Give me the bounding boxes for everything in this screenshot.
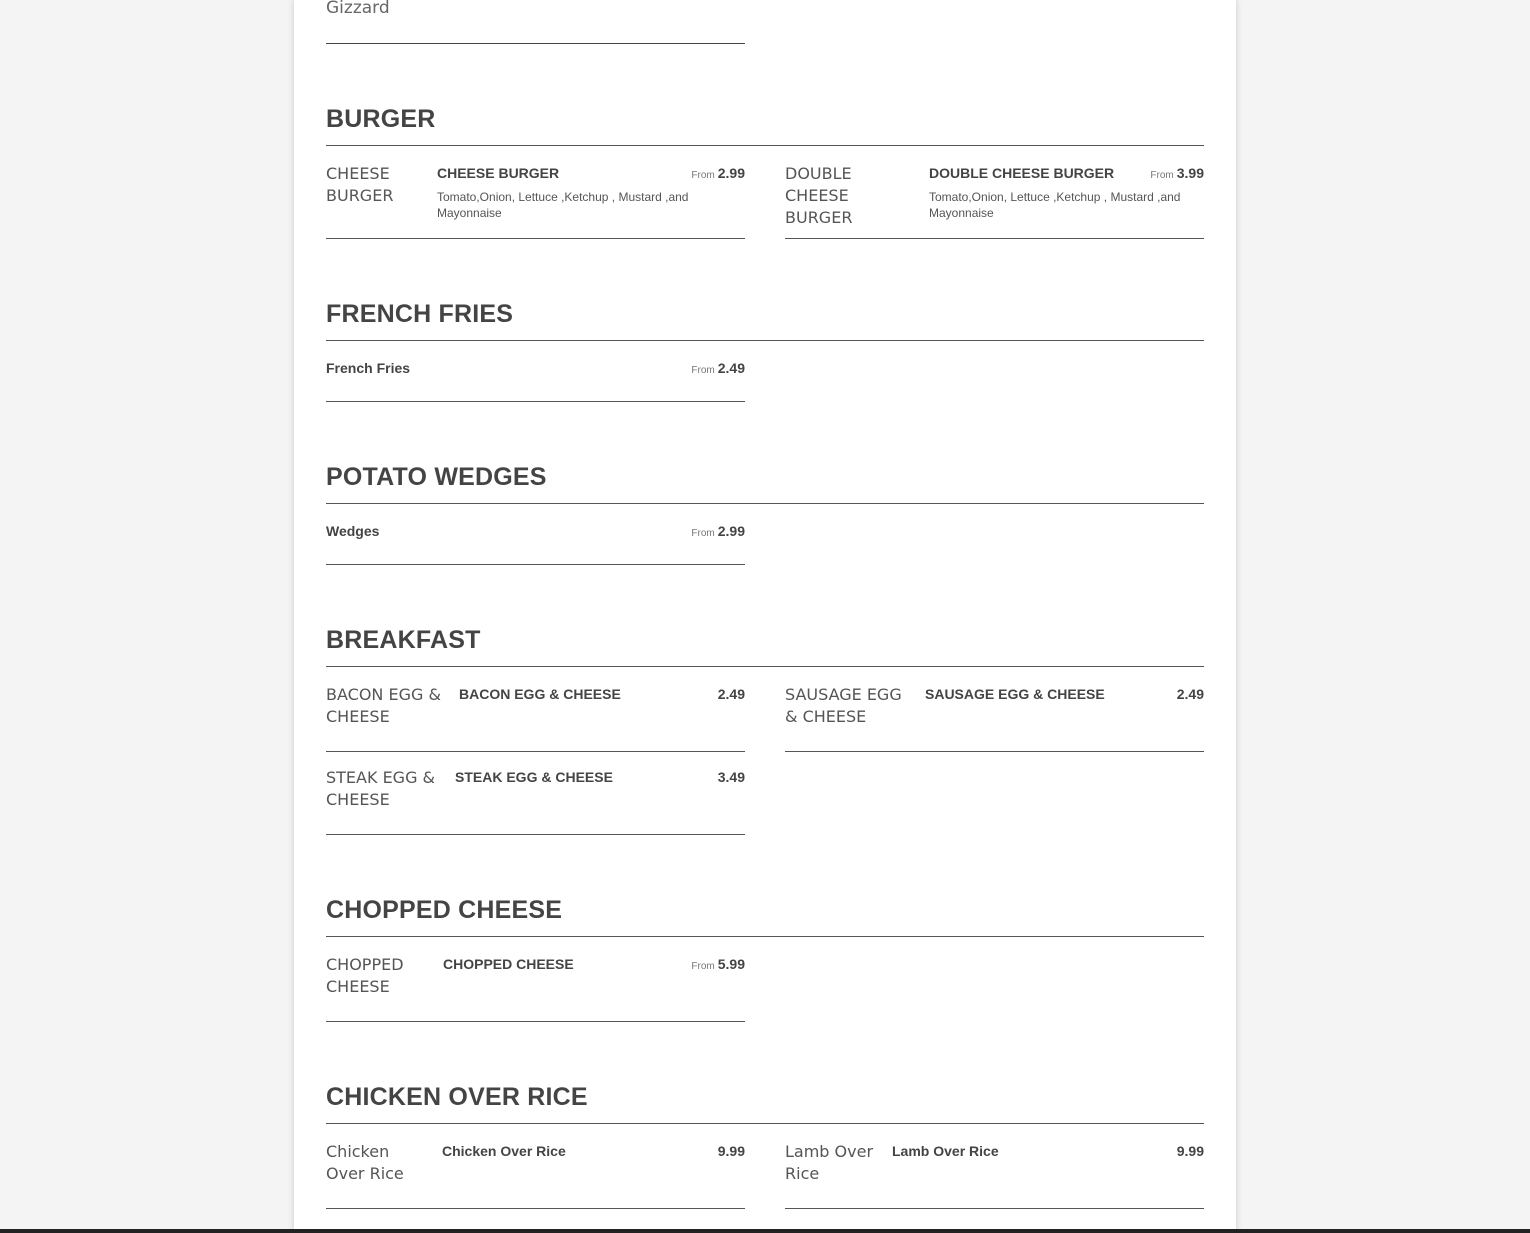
item-name: CHEESE BURGER bbox=[437, 165, 560, 181]
menu-item-bacon-egg-cheese[interactable] bbox=[326, 684, 745, 752]
price-from-label: From bbox=[691, 365, 715, 376]
price-value: 9.99 bbox=[717, 1143, 745, 1159]
item-image-placeholder: CHEESE BURGER bbox=[326, 164, 394, 205]
item-price bbox=[691, 165, 745, 181]
price-value: 2.99 bbox=[717, 523, 745, 539]
menu-content bbox=[326, 0, 1204, 1233]
item-image-placeholder: BACON EGG & CHEESE bbox=[326, 685, 441, 726]
price-from-label: From bbox=[691, 961, 715, 972]
item-price bbox=[691, 360, 745, 376]
item-image-placeholder: STEAK EGG & CHEESE bbox=[326, 768, 436, 809]
item-name: Wedges bbox=[326, 523, 380, 539]
section-title: BREAKFAST bbox=[326, 625, 1204, 667]
item-name: STEAK EGG & CHEESE bbox=[455, 769, 613, 785]
section-title: FRENCH FRIES bbox=[326, 299, 1204, 341]
bottom-bar bbox=[0, 1229, 1530, 1233]
price-value: 2.49 bbox=[1176, 686, 1204, 702]
menu-item-cheese-burger[interactable] bbox=[326, 163, 745, 239]
menu-item-partial[interactable] bbox=[326, 0, 745, 44]
price-value: 3.99 bbox=[1176, 165, 1204, 181]
menu-item-wedges[interactable] bbox=[326, 521, 745, 565]
price-from-label: From bbox=[1150, 170, 1174, 181]
item-price bbox=[691, 956, 745, 972]
price-value: 5.99 bbox=[717, 956, 745, 972]
menu-item-sausage-egg-cheese[interactable] bbox=[785, 684, 1204, 752]
item-image-placeholder: DOUBLE CHEESE BURGER bbox=[785, 164, 853, 227]
menu-item-chopped-cheese[interactable] bbox=[326, 954, 745, 1022]
item-price bbox=[718, 686, 745, 702]
item-image-placeholder: CHOPPED CHEESE bbox=[326, 955, 404, 996]
item-name: French Fries bbox=[326, 360, 411, 376]
price-value: 2.49 bbox=[717, 360, 745, 376]
item-price bbox=[718, 1143, 745, 1159]
item-price bbox=[718, 769, 745, 785]
item-price bbox=[1150, 165, 1204, 181]
section-title: POTATO WEDGES bbox=[326, 462, 1204, 504]
menu-item-steak-egg-cheese[interactable] bbox=[326, 767, 745, 835]
item-image-placeholder: Gizzard bbox=[326, 0, 390, 18]
item-image-placeholder: SAUSAGE EGG & CHEESE bbox=[785, 685, 902, 726]
item-name: BACON EGG & CHEESE bbox=[459, 686, 621, 702]
price-from-label: From bbox=[691, 170, 715, 181]
item-name: Chicken Over Rice bbox=[442, 1143, 566, 1159]
item-price bbox=[691, 523, 745, 539]
item-name: Lamb Over Rice bbox=[892, 1143, 999, 1159]
price-value: 3.49 bbox=[717, 769, 745, 785]
price-value: 2.99 bbox=[717, 165, 745, 181]
price-value: 9.99 bbox=[1176, 1143, 1204, 1159]
price-value: 2.49 bbox=[717, 686, 745, 702]
item-image-placeholder: Chicken Over Rice bbox=[326, 1142, 404, 1183]
menu-item-lamb-over-rice[interactable] bbox=[785, 1141, 1204, 1209]
item-description: Tomato,Onion, Lettuce ,Ketchup , Mustard ,and Mayonnaise bbox=[929, 190, 1181, 220]
menu-item-double-cheese-burger[interactable] bbox=[785, 163, 1204, 239]
menu-item-french-fries[interactable] bbox=[326, 358, 745, 402]
section-title: BURGER bbox=[326, 104, 1204, 146]
menu-item-chicken-over-rice[interactable] bbox=[326, 1141, 745, 1209]
item-price bbox=[1177, 1143, 1204, 1159]
price-from-label: From bbox=[691, 528, 715, 539]
item-description: Tomato,Onion, Lettuce ,Ketchup , Mustard ,and Mayonnaise bbox=[437, 190, 689, 220]
section-title: CHICKEN OVER RICE bbox=[326, 1082, 1204, 1124]
menu-page bbox=[294, 0, 1236, 1233]
item-name: CHOPPED CHEESE bbox=[443, 956, 574, 972]
item-name: DOUBLE CHEESE BURGER bbox=[929, 165, 1115, 181]
item-name: SAUSAGE EGG & CHEESE bbox=[925, 686, 1105, 702]
section-title: CHOPPED CHEESE bbox=[326, 895, 1204, 937]
item-image-placeholder: Lamb Over Rice bbox=[785, 1142, 874, 1183]
item-price bbox=[1177, 686, 1204, 702]
